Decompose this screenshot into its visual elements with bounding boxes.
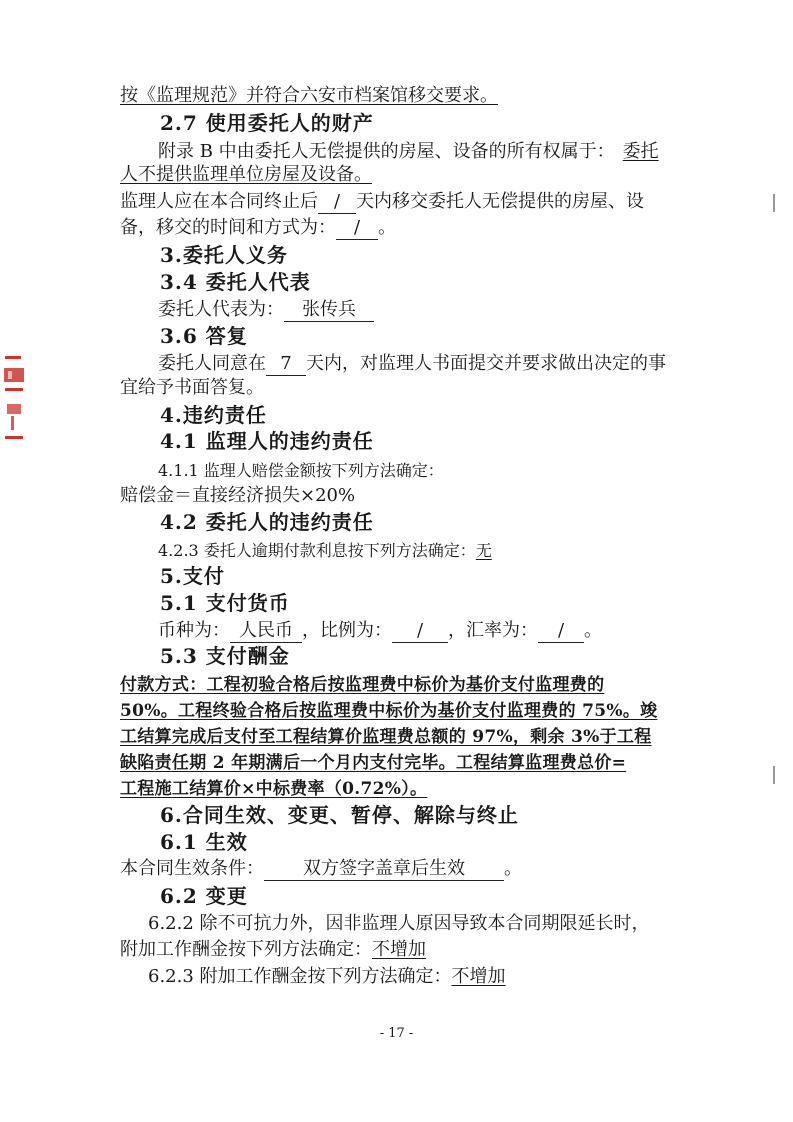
text-line xyxy=(158,619,602,643)
text-line: 按《监理规范》并符合六安市档案馆移交要求。 xyxy=(120,85,498,106)
scan-mark xyxy=(773,766,775,784)
payment-terms-line: 付款方式：工程初验合格后按监理费中标价为基价支付监理费的 xyxy=(120,675,605,695)
blank-field: 人民币 xyxy=(230,620,302,643)
text-line xyxy=(158,140,659,164)
text-line: 6.2.2 除不可抗力外，因非监理人原因导致本合同期限延长时， xyxy=(148,913,650,934)
section-heading: 5.3 支付酬金 xyxy=(160,644,290,668)
section-heading: 6.合同生效、变更、暂停、解除与终止 xyxy=(160,803,519,827)
blank-field: 张传兵 xyxy=(284,299,374,322)
text-line: 4.1.1 监理人赔偿金额按下列方法确定： xyxy=(158,461,444,480)
blank-field: 7 xyxy=(266,353,306,376)
payment-terms-line: 工结算完成后支付至工程结算价监理费总额的 97%，剩余 3%于工程 xyxy=(120,727,652,747)
text-line: 赔偿金＝直接经济损失×20% xyxy=(120,485,356,506)
blank-field: / xyxy=(336,217,378,240)
text-line xyxy=(148,965,506,989)
section-heading: 3.委托人义务 xyxy=(160,243,288,267)
text-span: 附加工作酬金按下列方法确定： xyxy=(120,939,372,960)
payment-terms-line: 工程施工结算价×中标费率（0.72%）。 xyxy=(120,779,428,799)
text-line xyxy=(120,190,644,214)
section-heading: 4.1 监理人的违约责任 xyxy=(160,429,374,453)
blank-field: / xyxy=(318,191,356,214)
seal-stamp-fragment xyxy=(2,352,28,444)
text-line xyxy=(158,539,492,563)
payment-terms-line: 缺陷责任期 2 年期满后一个月内支付完毕。工程结算监理费总价= xyxy=(120,753,627,773)
text-span: 。 xyxy=(378,217,396,238)
page-number: - 17 - xyxy=(379,1026,414,1041)
text-span: 6.2.3 附加工作酬金按下列方法确定： xyxy=(148,966,452,987)
filled-value: 人不提供监理单位房屋及设备。 xyxy=(120,164,372,185)
filled-value: 不增加 xyxy=(372,939,426,960)
section-heading: 6.1 生效 xyxy=(160,830,248,854)
text-span: 币种为： xyxy=(158,620,230,641)
text-line xyxy=(120,938,426,962)
text-span: 。 xyxy=(584,620,602,641)
section-heading: 4.违约责任 xyxy=(160,403,267,427)
blank-field: / xyxy=(538,620,584,643)
filled-value: 委托 xyxy=(622,141,659,162)
text-span: 天内移交委托人无偿提供的房屋、设 xyxy=(356,191,644,212)
text-span: 本合同生效条件： xyxy=(120,858,264,879)
text-span: 委托人同意在 xyxy=(158,353,266,374)
text-span: 附录 B 中由委托人无偿提供的房屋、设备的所有权属于： xyxy=(158,141,615,162)
section-heading: 5.1 支付货币 xyxy=(160,591,290,615)
text-line xyxy=(158,352,666,376)
text-line: 宜给予书面答复。 xyxy=(120,377,264,398)
text-span: ，汇率为： xyxy=(448,620,538,641)
text-span: 监理人应在本合同终止后 xyxy=(120,191,318,212)
text-span: 备，移交的时间和方式为： xyxy=(120,217,336,238)
payment-terms-line: 50%。工程终验合格后按监理费中标价为基价支付监理费的 75%。竣 xyxy=(120,701,658,721)
text-span: 4.2.3 委托人逾期付款利息按下列方法确定： xyxy=(158,541,476,560)
section-heading: 4.2 委托人的违约责任 xyxy=(160,510,374,534)
text-span: 天内，对监理人书面提交并要求做出决定的事 xyxy=(306,353,666,374)
text-span: 委托人代表为： xyxy=(158,299,284,320)
section-heading: 3.4 委托人代表 xyxy=(160,270,311,294)
text-span: 。 xyxy=(504,858,522,879)
filled-value: 不增加 xyxy=(451,966,506,987)
section-heading: 3.6 答复 xyxy=(160,324,248,348)
scan-mark xyxy=(773,194,775,212)
text-line xyxy=(120,857,522,881)
filled-value: 无 xyxy=(475,541,492,560)
blank-field: 双方签字盖章后生效 xyxy=(264,858,504,881)
text-span: ，比例为： xyxy=(302,620,392,641)
section-heading: 5.支付 xyxy=(160,564,225,588)
text-line xyxy=(120,216,396,240)
section-heading: 6.2 变更 xyxy=(160,884,248,908)
text-line xyxy=(158,298,374,322)
blank-field: / xyxy=(392,620,448,643)
section-heading: 2.7 使用委托人的财产 xyxy=(160,111,374,135)
